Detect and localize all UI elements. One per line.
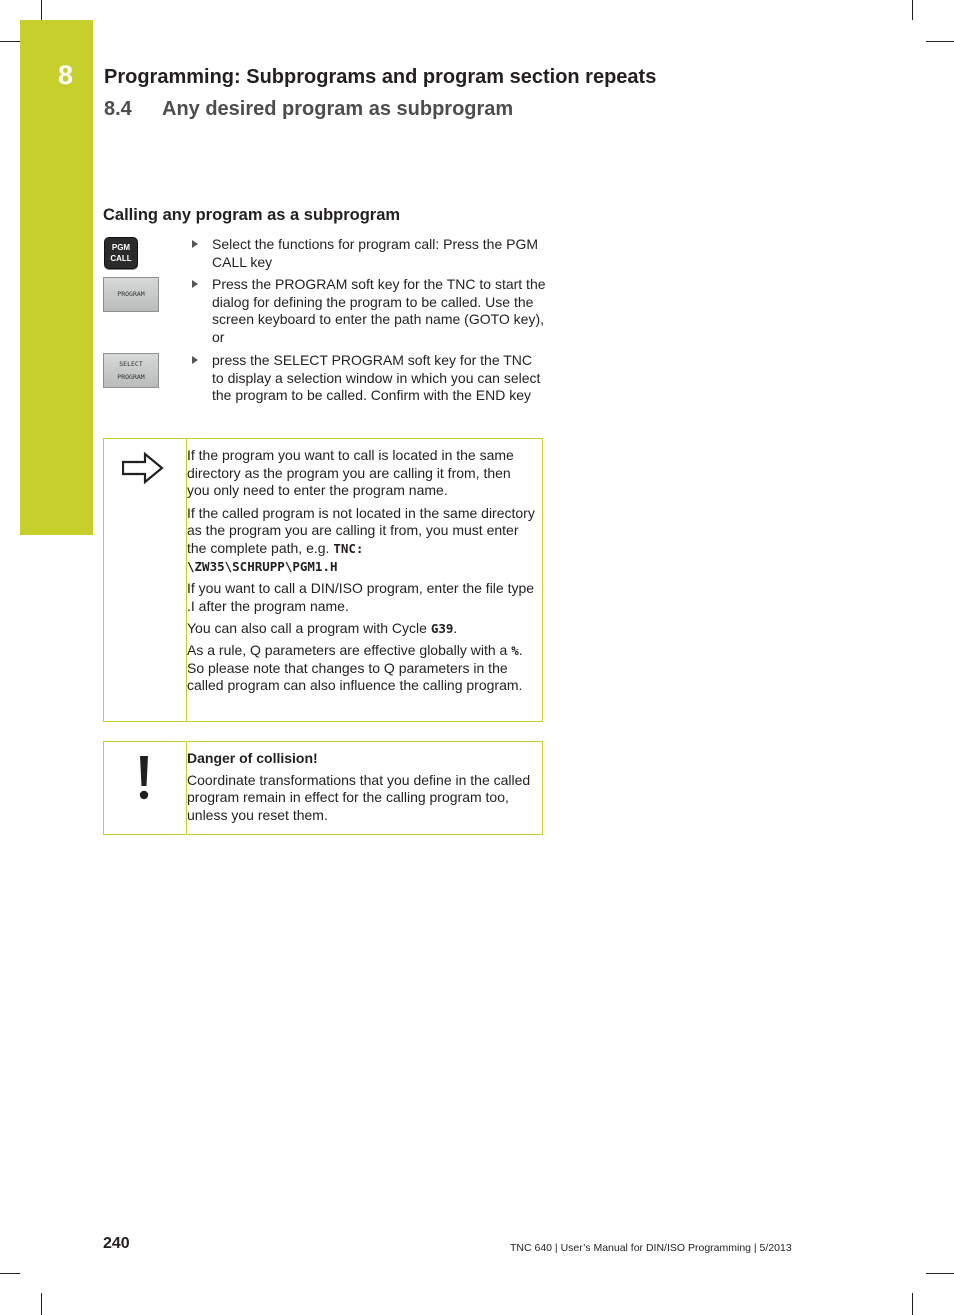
percent-code: % xyxy=(511,643,519,659)
program-softkey xyxy=(103,277,159,312)
section-title xyxy=(104,98,513,121)
subheading: Calling any program as a subprogram xyxy=(103,206,401,224)
note-paragraph-text: . So please note that changes to Q parameters in the called program can also influence the calling program. xyxy=(187,642,523,694)
step-text: press the SELECT PROGRAM soft key for the TNC to display a selection window in which you can select the program to be called. Confirm with the END key xyxy=(212,352,541,404)
crop-mark xyxy=(0,41,20,42)
program-softkey-label: PROGRAM xyxy=(117,290,145,298)
warning-box xyxy=(103,741,543,835)
chapter-number: 8 xyxy=(58,60,74,90)
arrow-right-outline-icon xyxy=(122,452,164,484)
note-paragraph-text: If the called program is not located in the same directory as the program you are calling it from, you must enter the complete path, e.g. xyxy=(187,504,535,557)
cycle-code: G39 xyxy=(430,620,454,636)
note-paragraph xyxy=(187,620,537,638)
pgm-call-key-line2: CALL xyxy=(110,254,132,263)
select-softkey-line1: SELECT xyxy=(119,359,143,368)
note-paragraph xyxy=(187,642,537,695)
page-number: 240 xyxy=(103,1235,130,1252)
note-paragraph-end: . xyxy=(453,619,458,636)
warning-title: Danger of collision! xyxy=(187,750,318,766)
pgm-call-key-line1: PGM xyxy=(111,243,131,252)
crop-mark xyxy=(926,1273,954,1274)
path-code: \ZW35\SCHRUPP\PGM1.H xyxy=(187,558,338,574)
pgm-call-key xyxy=(104,237,138,269)
step-text: Select the functions for program call: Press the PGM CALL key xyxy=(212,236,539,270)
crop-mark xyxy=(926,41,954,42)
crop-mark xyxy=(912,0,913,20)
triangle-bullet-icon xyxy=(192,240,198,248)
step-item xyxy=(192,352,547,405)
crop-mark xyxy=(912,1293,913,1315)
triangle-bullet-icon xyxy=(192,280,198,288)
warning-body: Coordinate transformations that you define in the called program remain in effect for the calling program too, unless you reset them. xyxy=(187,771,531,824)
step-text: Press the PROGRAM soft key for the TNC to start the dialog for defining the program to be called. Use the screen keyboard to enter the path name (GOTO key), or xyxy=(212,276,546,346)
crop-mark xyxy=(41,0,42,20)
note-paragraph xyxy=(187,505,537,576)
path-code: TNC: xyxy=(333,541,364,557)
select-program-softkey xyxy=(103,353,159,388)
triangle-bullet-icon xyxy=(192,356,198,364)
section-number: 8.4 xyxy=(104,98,132,120)
warning-text xyxy=(187,750,537,825)
note-paragraph-text: As a rule, Q parameters are effective globally with a xyxy=(187,642,512,659)
select-softkey-line2: PROGRAM xyxy=(117,372,145,381)
section-title-text: Any desired program as subprogram xyxy=(162,98,514,120)
crop-mark xyxy=(0,1273,20,1274)
note-paragraph: If the program you want to call is located in the same directory as the program you are calling it from, then you only need to enter the program name. xyxy=(187,447,514,499)
note-box xyxy=(103,438,543,722)
step-item xyxy=(192,236,547,271)
step-item xyxy=(192,276,547,347)
crop-mark xyxy=(41,1293,42,1315)
chapter-tab xyxy=(20,20,93,535)
footer-text: TNC 640 | User’s Manual for DIN/ISO Programming | 5/2013 xyxy=(510,1242,792,1254)
note-paragraph: If you want to call a DIN/ISO program, enter the file type .I after the program name. xyxy=(187,579,535,614)
exclamation-icon xyxy=(137,756,151,800)
chapter-title: Programming: Subprograms and program section repeats xyxy=(104,66,657,88)
note-text xyxy=(187,447,537,700)
note-paragraph-text: You can also call a program with Cycle xyxy=(187,619,431,636)
